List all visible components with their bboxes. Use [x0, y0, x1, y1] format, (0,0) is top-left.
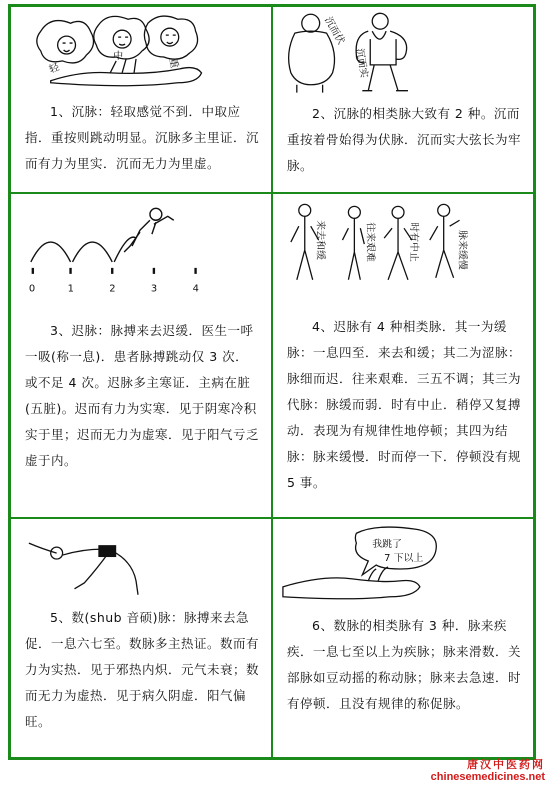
bubble-line-1: 我跳了: [372, 539, 402, 551]
illustration-two-figures: [273, 9, 533, 95]
cell-text: 1、沉脉：轻取感觉不到．中取应指．重按则跳动明显。沉脉多主里证．沉而有力为里实．沉而无力为里虚。: [25, 104, 260, 171]
cell-text: 3、迟脉：脉搏来去迟缓．医生一呼一吸(称一息)．患者脉搏跳动仅 3 次．或不足 4 次。迟脉多主寒证．主病在脏(五脏)。迟而有力为实寒．见于阴寒冷积实于里；迟而无力为虚寒．见于阳气亏乏虚于内。: [25, 323, 260, 468]
cell-sunken-pulse: [10, 6, 272, 193]
label-heavy: 重: [166, 57, 180, 70]
illustration-four-walkers: [273, 198, 533, 308]
cell-text: 2、沉脉的相类脉大致有 2 种。沉而重按着骨始得为伏脉．沉而实大弦长为牢脉。: [287, 106, 522, 173]
tick-4: 4: [192, 283, 199, 295]
tick-1: 1: [67, 283, 74, 295]
illustration-runner: [11, 525, 271, 601]
cell-text: 5、数(shub 音硕)脉：脉搏来去急促．一息六七至。数脉多主热证。数而有力为实热．见于邪热内炽．元气未衰；数而无力为虚热．见于病久阴虚．阳气偏旺。: [25, 610, 260, 729]
watermark-english: chinesemedicines.net: [430, 771, 545, 783]
fat-and-strong-figures-drawing: [273, 9, 533, 95]
label-sunken-hidden: 沉而伏: [322, 15, 347, 47]
jump-arcs-drawing: [11, 200, 271, 304]
three-doctors-drawing: [11, 11, 271, 93]
illustration-table: [8, 4, 536, 760]
runner-shorts: [98, 545, 116, 557]
tick-3: 3: [150, 283, 158, 295]
tick-0: 0: [28, 283, 36, 295]
label-sunken-firm: 沉而实: [353, 47, 370, 79]
runner-drawing: [11, 525, 271, 601]
cell-slow-related: [272, 193, 534, 518]
cell-text: 6、数脉的相类脉有 3 种．脉来疾疾．一息七至以上为疾脉；脉来滑数．关部脉如豆动摇的称动脉；脉来去急速．时有停顿．且没有规律的称促脉。: [287, 618, 522, 711]
four-walkers-drawing: [273, 198, 533, 308]
label-slow-coming: 脉来缓慢: [456, 230, 468, 270]
cell-rapid-pulse: [10, 518, 272, 758]
cell-slow-pulse: [10, 193, 272, 518]
label-difficult-flow: 往来艰难: [364, 222, 376, 262]
cell-rapid-related: [272, 518, 534, 758]
illustration-three-pressures: [11, 11, 271, 93]
watermark-chinese: 唐汉中医药网: [467, 759, 545, 771]
illustration-jumping-figure: [11, 200, 271, 304]
site-watermark: [431, 759, 545, 783]
label-slow-gentle: 来去和缓: [314, 220, 326, 260]
label-light: 轻: [47, 61, 62, 76]
cell-text: 4、迟脉有 4 种相类脉．其一为缓脉：一息四至．来去和缓；其二为涩脉：脉细而迟．往来艰难．三五不调；其三为代脉：脉缓而弱．时有中止．稍停又复搏动．表现为有规律性地停顿；其四为结脉：脉来缓慢．时而停一下．停顿没有规 5 事。: [287, 319, 522, 490]
cell-sunken-related: [272, 6, 534, 193]
label-pause: 时有中止: [407, 222, 419, 262]
bubble-and-hand-drawing: [273, 523, 533, 609]
tick-2: 2: [109, 283, 116, 295]
bubble-line-2: 7 下以上: [384, 553, 424, 565]
label-medium: 中: [113, 50, 124, 62]
illustration-pulse-hand: [273, 523, 533, 609]
